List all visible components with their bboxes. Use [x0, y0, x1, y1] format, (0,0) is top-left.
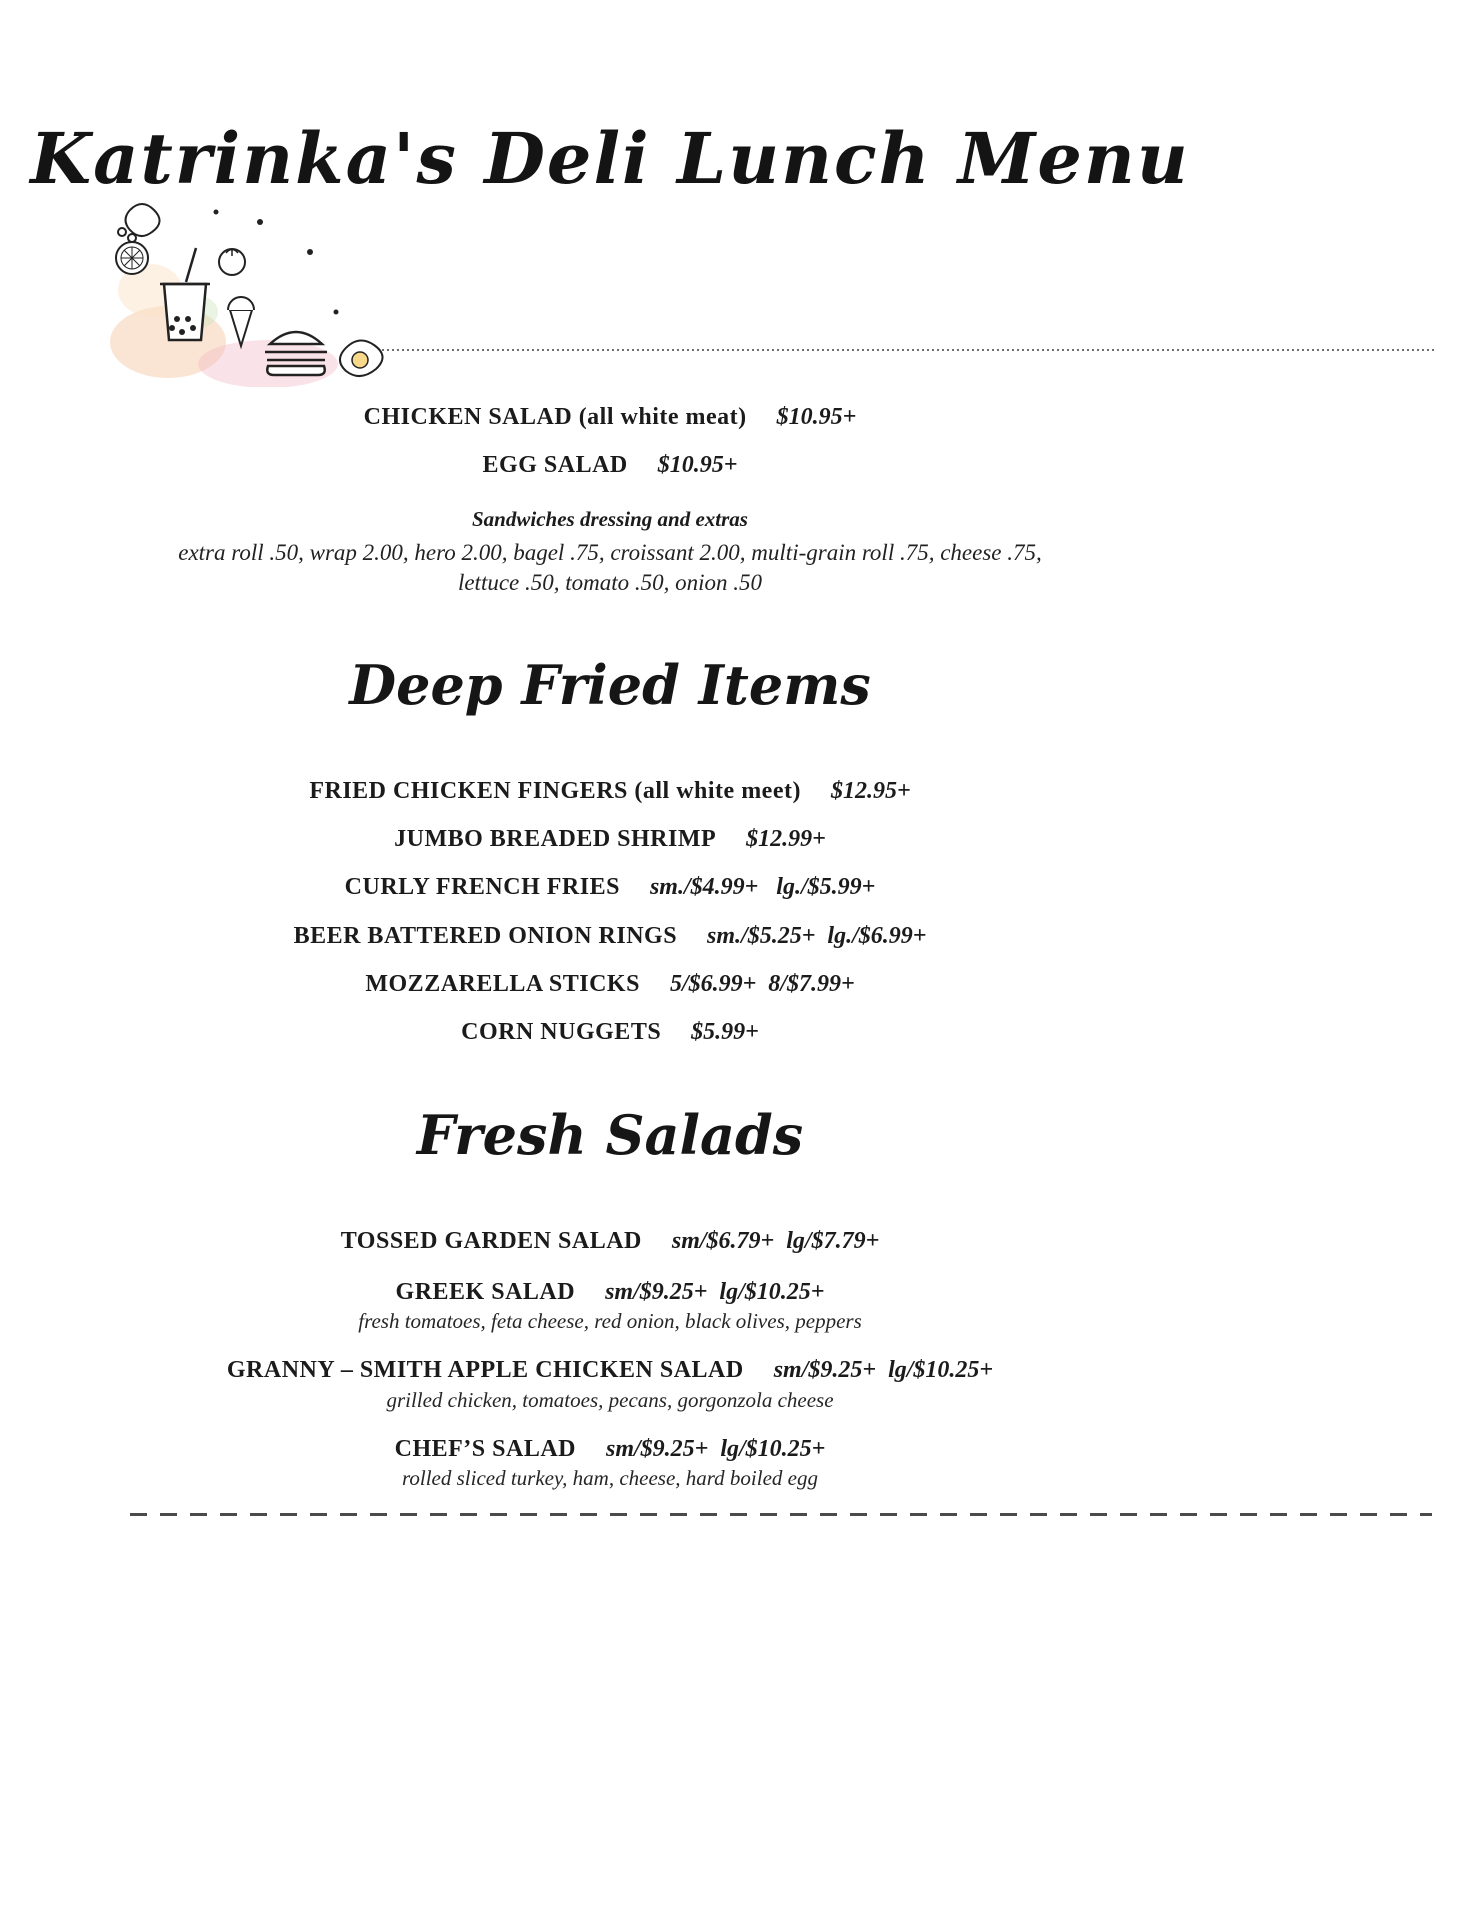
section-deep-fried	[0, 652, 1220, 1048]
menu-item-chicken-salad	[0, 403, 1220, 432]
section-fresh-salads	[0, 1102, 1220, 1491]
section-heading-deep-fried: Deep Fried Items	[349, 652, 871, 717]
menu-item-curly-french-fries	[0, 873, 1220, 902]
item-price: 5/$6.99+ 8/$7.99+	[669, 970, 855, 997]
item-price: sm/$9.25+ lg/$10.25+	[605, 1435, 826, 1462]
menu-item-jumbo-breaded-shrimp	[0, 825, 1220, 854]
menu-body	[0, 351, 1220, 1491]
item-name: GRANNY – SMITH APPLE CHICKEN SALAD	[226, 1357, 744, 1384]
section-heading-fresh-salads: Fresh Salads	[416, 1102, 804, 1167]
menu-item-beer-battered-onion-rings	[0, 922, 1220, 951]
page-title: Katrinka's Deli Lunch Menu	[30, 117, 1190, 200]
item-name: JUMBO BREADED SHRIMP	[394, 826, 717, 853]
item-description: grilled chicken, tomatoes, pecans, gorgonzola cheese	[386, 1387, 834, 1412]
menu-item-tossed-garden-salad	[0, 1227, 1220, 1256]
extras-line-1: extra roll .50, wrap 2.00, hero 2.00, bagel .75, croissant 2.00, multi-grain roll .75, cheese .75,	[178, 539, 1042, 565]
menu-item-line	[0, 1356, 1220, 1385]
item-price: sm/$6.79+ lg/$7.79+	[671, 1227, 880, 1254]
bottom-dashed-separator	[130, 1513, 1432, 1516]
item-name: CHEF’S SALAD	[394, 1435, 576, 1462]
section-salad-sandwiches	[0, 403, 1220, 598]
item-name: BEER BATTERED ONION RINGS	[293, 922, 678, 949]
item-description: fresh tomatoes, feta cheese, red onion, black olives, peppers	[358, 1309, 862, 1334]
menu-item-greek-salad	[0, 1278, 1220, 1334]
item-price: $12.99+	[746, 826, 826, 853]
item-name: CHICKEN SALAD (all white meat)	[363, 404, 747, 430]
item-name: FRIED CHICKEN FINGERS (all white meet)	[309, 777, 801, 804]
item-price: $10.95+	[657, 452, 738, 479]
item-name: TOSSED GARDEN SALAD	[340, 1227, 642, 1254]
item-price: $12.95+	[830, 777, 911, 804]
item-name: CURLY FRENCH FRIES	[344, 874, 620, 901]
menu-item-granny-smith-apple-chicken-salad	[0, 1356, 1220, 1412]
sandwich-extras	[0, 507, 1220, 598]
menu-item-fried-chicken-fingers	[0, 777, 1220, 806]
extras-heading: Sandwiches dressing and extras	[472, 506, 748, 531]
item-name: CORN NUGGETS	[461, 1019, 662, 1046]
item-name: GREEK SALAD	[395, 1279, 576, 1306]
extras-line-2: lettuce .50, tomato .50, onion .50	[457, 569, 763, 595]
item-description: rolled sliced turkey, ham, cheese, hard boiled egg	[401, 1465, 818, 1490]
menu-item-mozzarella-sticks	[0, 970, 1220, 999]
menu-header	[0, 0, 1220, 200]
menu-item-line	[0, 1435, 1220, 1464]
item-price: $5.99+	[691, 1019, 759, 1046]
item-name: MOZZARELLA STICKS	[365, 970, 640, 997]
menu-item-line	[0, 1278, 1220, 1307]
food-doodle-illustration	[108, 192, 388, 387]
item-price: sm/$9.25+ lg/$10.25+	[605, 1279, 825, 1306]
item-price: sm./$4.99+ lg./$5.99+	[649, 874, 876, 901]
menu-item-egg-salad	[0, 451, 1220, 480]
menu-item-line	[0, 1227, 1220, 1256]
item-name: EGG SALAD	[482, 452, 628, 479]
item-price: sm./$5.25+ lg./$6.99+	[707, 922, 927, 949]
item-price: sm/$9.25+ lg/$10.25+	[773, 1357, 994, 1384]
item-price: $10.95+	[776, 404, 857, 430]
menu-item-corn-nuggets	[0, 1018, 1220, 1047]
menu-item-chefs-salad	[0, 1435, 1220, 1491]
